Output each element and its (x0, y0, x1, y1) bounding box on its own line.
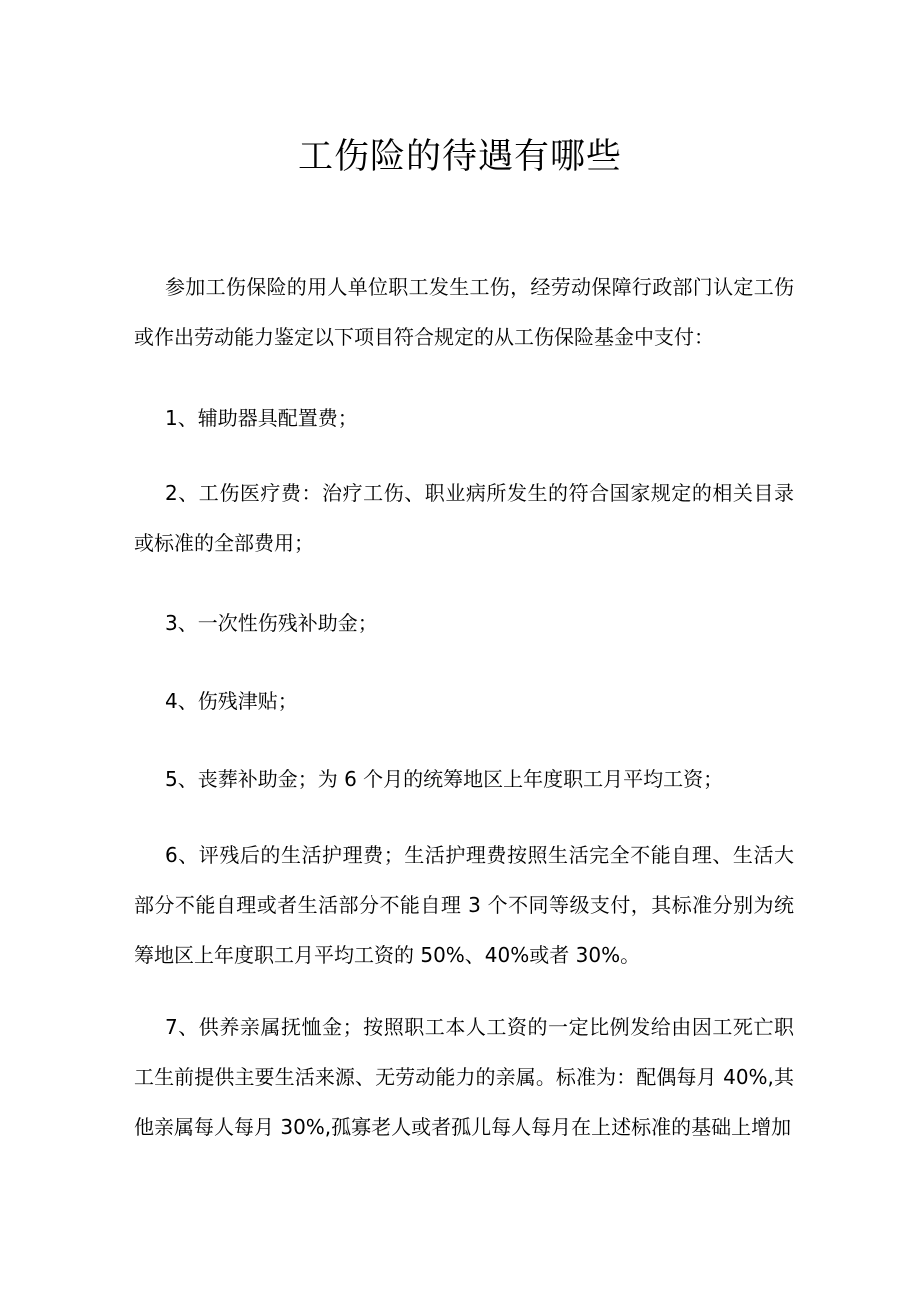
intro-paragraph: 参加工伤保险的用人单位职工发生工伤，经劳动保障行政部门认定工伤或作出劳动能力鉴定以下项目符合规定的从工伤保险基金中支付： (134, 275, 794, 349)
item-2: 2、工伤医疗费：治疗工伤、职业病所发生的符合国家规定的相关目录或标准的全部费用； (134, 481, 794, 555)
item-7: 7、供养亲属抚恤金；按照职工本人工资的一定比例发给由因工死亡职工生前提供主要生活来源、无劳动能力的亲属。标准为：配偶每月 40%,其他亲属每人每月 30%,孤寡老人或者孤儿每人每月在上述标准的基础上增加 (134, 1015, 794, 1139)
item-3: 3、一次性伤残补助金； (165, 611, 378, 635)
item-6: 6、评残后的生活护理费；生活护理费按照生活完全不能自理、生活大部分不能自理或者生活部分不能自理 3 个不同等级支付，其标准分别为统筹地区上年度职工月平均工资的 50%、40%或者 30%。 (134, 843, 794, 967)
document-title: 工伤险的待遇有哪些 (297, 137, 622, 177)
item-5: 5、丧葬补助金；为 6 个月的统筹地区上年度职工月平均工资； (165, 767, 724, 791)
item-4: 4、伤残津贴； (165, 689, 298, 713)
item-1: 1、辅助器具配置费； (165, 406, 358, 430)
